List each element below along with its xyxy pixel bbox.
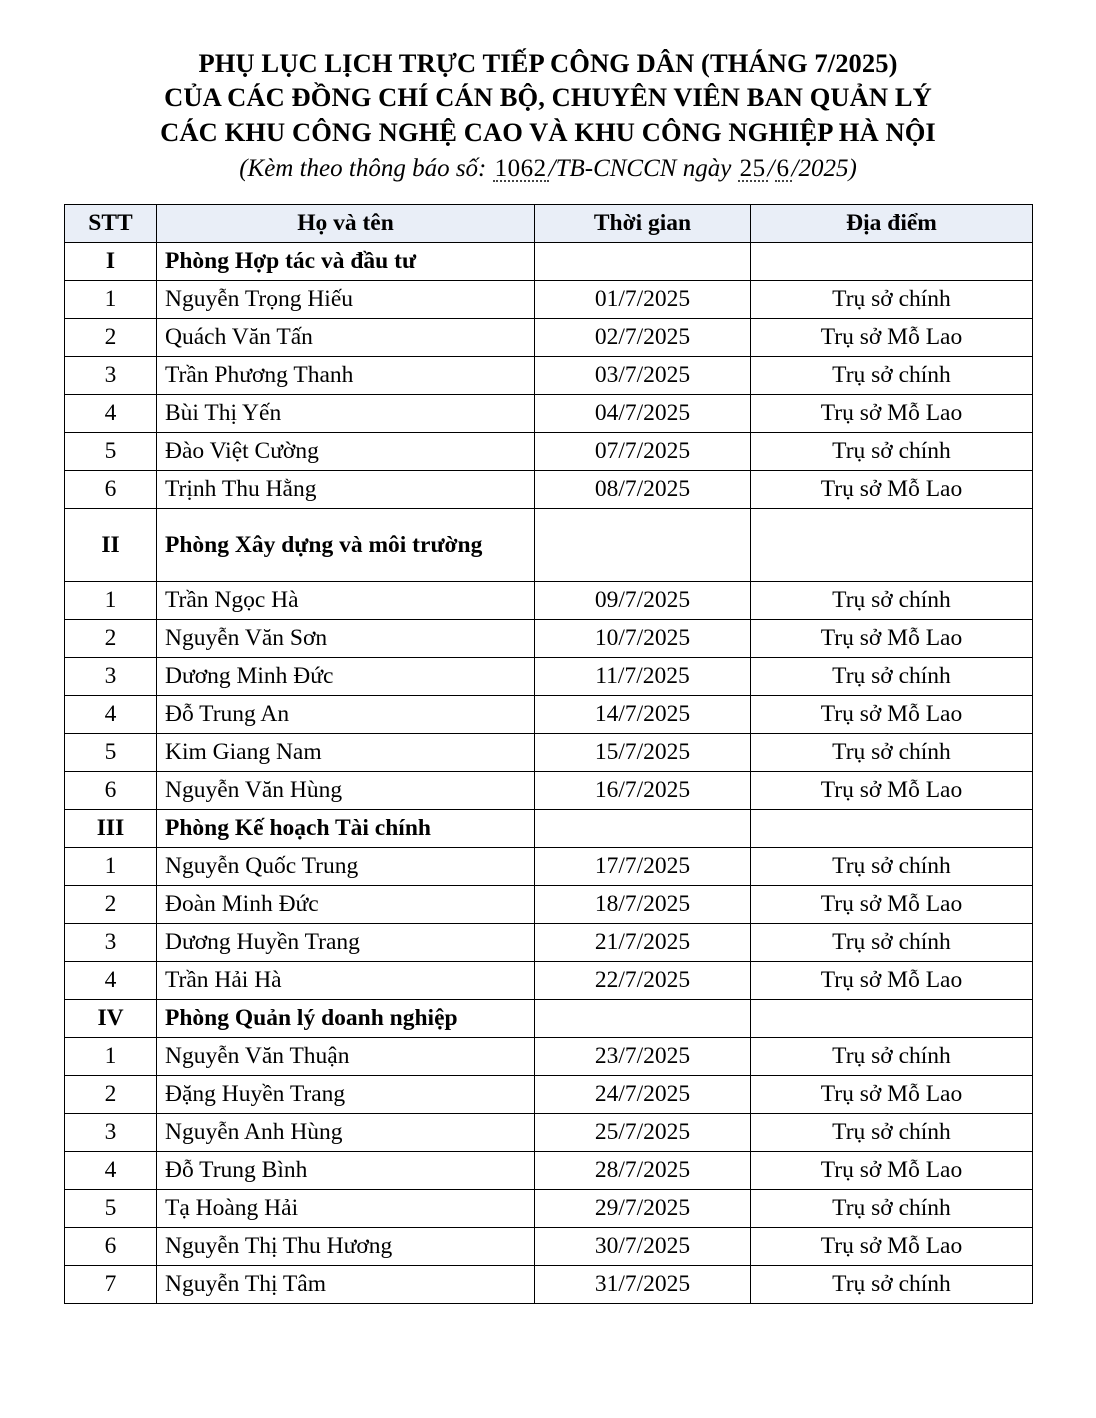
page-title-line-3: CÁC KHU CÔNG NGHỆ CAO VÀ KHU CÔNG NGHIỆP HÀ NỘI — [160, 116, 936, 147]
table-body — [65, 243, 1033, 1304]
table-row — [65, 395, 1033, 433]
page-title-line-1: PHỤ LỤC LỊCH TRỰC TIẾP CÔNG DÂN (THÁNG 7/2025) — [198, 48, 898, 78]
cell-date: 23/7/2025 — [535, 1038, 751, 1076]
cell-stt: 5 — [65, 1190, 157, 1228]
table-row — [65, 1190, 1033, 1228]
cell-location: Trụ sở chính — [751, 1190, 1033, 1228]
cell-stt: 3 — [65, 658, 157, 696]
cell-location: Trụ sở chính — [751, 582, 1033, 620]
table-header-row — [65, 205, 1033, 243]
table-group-row — [65, 243, 1033, 281]
cell-location: Trụ sở chính — [751, 357, 1033, 395]
reference-prefix: (Kèm theo thông báo số: — [239, 155, 487, 183]
page-title-line-2: CỦA CÁC ĐỒNG CHÍ CÁN BỘ, CHUYÊN VIÊN BAN QUẢN LÝ — [164, 82, 932, 113]
cell-stt: II — [65, 509, 157, 582]
cell-date: 10/7/2025 — [535, 620, 751, 658]
cell-date — [535, 810, 751, 848]
column-header-time: Thời gian — [535, 205, 751, 243]
table-row — [65, 848, 1033, 886]
cell-date: 01/7/2025 — [535, 281, 751, 319]
duty-schedule-table — [64, 204, 1033, 1304]
cell-person-name: Đặng Huyền Trang — [157, 1076, 535, 1114]
cell-stt: III — [65, 810, 157, 848]
cell-person-name: Trần Ngọc Hà — [157, 582, 535, 620]
table-row — [65, 886, 1033, 924]
cell-stt: 5 — [65, 433, 157, 471]
cell-location: Trụ sở Mỗ Lao — [751, 1076, 1033, 1114]
cell-stt: 1 — [65, 848, 157, 886]
cell-stt: 2 — [65, 886, 157, 924]
cell-location: Trụ sở chính — [751, 433, 1033, 471]
page-title — [64, 46, 1032, 149]
cell-stt: 3 — [65, 924, 157, 962]
cell-date: 04/7/2025 — [535, 395, 751, 433]
cell-department-name: Phòng Kế hoạch Tài chính — [157, 810, 535, 848]
cell-person-name: Đào Việt Cường — [157, 433, 535, 471]
cell-date — [535, 1000, 751, 1038]
cell-location: Trụ sở chính — [751, 924, 1033, 962]
cell-stt: 5 — [65, 734, 157, 772]
cell-person-name: Nguyễn Văn Thuận — [157, 1038, 535, 1076]
table-row — [65, 1076, 1033, 1114]
table-row — [65, 696, 1033, 734]
cell-stt: 2 — [65, 1076, 157, 1114]
cell-location: Trụ sở Mỗ Lao — [751, 962, 1033, 1000]
document-reference — [64, 154, 1032, 184]
cell-stt: 3 — [65, 1114, 157, 1152]
cell-location: Trụ sở Mỗ Lao — [751, 395, 1033, 433]
cell-location: Trụ sở Mỗ Lao — [751, 471, 1033, 509]
cell-person-name: Quách Văn Tấn — [157, 319, 535, 357]
cell-stt: 1 — [65, 281, 157, 319]
cell-person-name: Dương Huyền Trang — [157, 924, 535, 962]
cell-person-name: Nguyễn Văn Hùng — [157, 772, 535, 810]
cell-location: Trụ sở Mỗ Lao — [751, 1152, 1033, 1190]
cell-stt: IV — [65, 1000, 157, 1038]
cell-stt: 3 — [65, 357, 157, 395]
cell-stt: 4 — [65, 395, 157, 433]
cell-date: 08/7/2025 — [535, 471, 751, 509]
cell-person-name: Nguyễn Thị Thu Hương — [157, 1228, 535, 1266]
cell-person-name: Trịnh Thu Hằng — [157, 471, 535, 509]
column-header-stt: STT — [65, 205, 157, 243]
cell-date: 11/7/2025 — [535, 658, 751, 696]
cell-person-name: Nguyễn Anh Hùng — [157, 1114, 535, 1152]
table-row — [65, 962, 1033, 1000]
table-row — [65, 281, 1033, 319]
cell-location — [751, 243, 1033, 281]
cell-department-name: Phòng Hợp tác và đầu tư — [157, 243, 535, 281]
cell-date: 15/7/2025 — [535, 734, 751, 772]
cell-date — [535, 509, 751, 582]
table-group-row — [65, 810, 1033, 848]
table-row — [65, 1038, 1033, 1076]
cell-date: 18/7/2025 — [535, 886, 751, 924]
cell-date: 22/7/2025 — [535, 962, 751, 1000]
cell-person-name: Nguyễn Quốc Trung — [157, 848, 535, 886]
cell-date: 21/7/2025 — [535, 924, 751, 962]
cell-stt: 6 — [65, 471, 157, 509]
cell-stt: 1 — [65, 1038, 157, 1076]
cell-stt: 6 — [65, 772, 157, 810]
table-group-row — [65, 1000, 1033, 1038]
cell-stt: 4 — [65, 962, 157, 1000]
cell-location: Trụ sở Mỗ Lao — [751, 772, 1033, 810]
cell-location: Trụ sở Mỗ Lao — [751, 319, 1033, 357]
cell-location: Trụ sở chính — [751, 281, 1033, 319]
cell-location: Trụ sở chính — [751, 1038, 1033, 1076]
cell-location: Trụ sở Mỗ Lao — [751, 1228, 1033, 1266]
cell-date: 09/7/2025 — [535, 582, 751, 620]
cell-stt: 4 — [65, 1152, 157, 1190]
table-row — [65, 924, 1033, 962]
cell-date: 02/7/2025 — [535, 319, 751, 357]
cell-person-name: Đỗ Trung Bình — [157, 1152, 535, 1190]
cell-date: 24/7/2025 — [535, 1076, 751, 1114]
table-row — [65, 319, 1033, 357]
cell-stt: 7 — [65, 1266, 157, 1304]
table-row — [65, 1114, 1033, 1152]
column-header-name: Họ và tên — [157, 205, 535, 243]
cell-person-name: Nguyễn Văn Sơn — [157, 620, 535, 658]
table-row — [65, 357, 1033, 395]
column-header-place: Địa điểm — [751, 205, 1033, 243]
cell-location: Trụ sở chính — [751, 658, 1033, 696]
cell-stt: 6 — [65, 1228, 157, 1266]
table-row — [65, 471, 1033, 509]
cell-date: 31/7/2025 — [535, 1266, 751, 1304]
table-row — [65, 1266, 1033, 1304]
cell-location: Trụ sở Mỗ Lao — [751, 696, 1033, 734]
cell-date: 16/7/2025 — [535, 772, 751, 810]
cell-location: Trụ sở chính — [751, 1114, 1033, 1152]
cell-person-name: Bùi Thị Yến — [157, 395, 535, 433]
cell-date: 07/7/2025 — [535, 433, 751, 471]
cell-person-name: Kim Giang Nam — [157, 734, 535, 772]
table-row — [65, 582, 1033, 620]
cell-person-name: Đoàn Minh Đức — [157, 886, 535, 924]
cell-date: 17/7/2025 — [535, 848, 751, 886]
cell-person-name: Nguyễn Trọng Hiếu — [157, 281, 535, 319]
cell-person-name: Tạ Hoàng Hải — [157, 1190, 535, 1228]
cell-date — [535, 243, 751, 281]
cell-location — [751, 1000, 1033, 1038]
cell-department-name: Phòng Quản lý doanh nghiệp — [157, 1000, 535, 1038]
cell-stt: I — [65, 243, 157, 281]
cell-date: 28/7/2025 — [535, 1152, 751, 1190]
cell-stt: 2 — [65, 620, 157, 658]
table-row — [65, 772, 1033, 810]
cell-location: Trụ sở chính — [751, 848, 1033, 886]
cell-person-name: Trần Phương Thanh — [157, 357, 535, 395]
cell-date: 29/7/2025 — [535, 1190, 751, 1228]
reference-month: 6 — [776, 155, 790, 183]
table-row — [65, 658, 1033, 696]
table-row — [65, 1228, 1033, 1266]
cell-location — [751, 509, 1033, 582]
cell-date: 25/7/2025 — [535, 1114, 751, 1152]
reference-separator: / — [767, 155, 775, 183]
cell-location — [751, 810, 1033, 848]
cell-location: Trụ sở chính — [751, 734, 1033, 772]
cell-location: Trụ sở chính — [751, 1266, 1033, 1304]
cell-person-name: Dương Minh Đức — [157, 658, 535, 696]
cell-person-name: Đỗ Trung An — [157, 696, 535, 734]
cell-person-name: Nguyễn Thị Tâm — [157, 1266, 535, 1304]
cell-location: Trụ sở Mỗ Lao — [751, 620, 1033, 658]
cell-stt: 2 — [65, 319, 157, 357]
cell-person-name: Trần Hải Hà — [157, 962, 535, 1000]
table-row — [65, 734, 1033, 772]
cell-date: 03/7/2025 — [535, 357, 751, 395]
reference-number: 1062 — [494, 155, 547, 183]
cell-date: 30/7/2025 — [535, 1228, 751, 1266]
table-group-row — [65, 509, 1033, 582]
cell-location: Trụ sở Mỗ Lao — [751, 886, 1033, 924]
cell-stt: 4 — [65, 696, 157, 734]
cell-stt: 1 — [65, 582, 157, 620]
table-row — [65, 620, 1033, 658]
reference-day: 25 — [739, 155, 766, 183]
cell-date: 14/7/2025 — [535, 696, 751, 734]
cell-department-name: Phòng Xây dựng và môi trường — [157, 509, 535, 582]
reference-middle: /TB-CNCCN ngày — [548, 155, 732, 183]
reference-suffix: /2025) — [791, 155, 857, 183]
table-row — [65, 433, 1033, 471]
table-row — [65, 1152, 1033, 1190]
